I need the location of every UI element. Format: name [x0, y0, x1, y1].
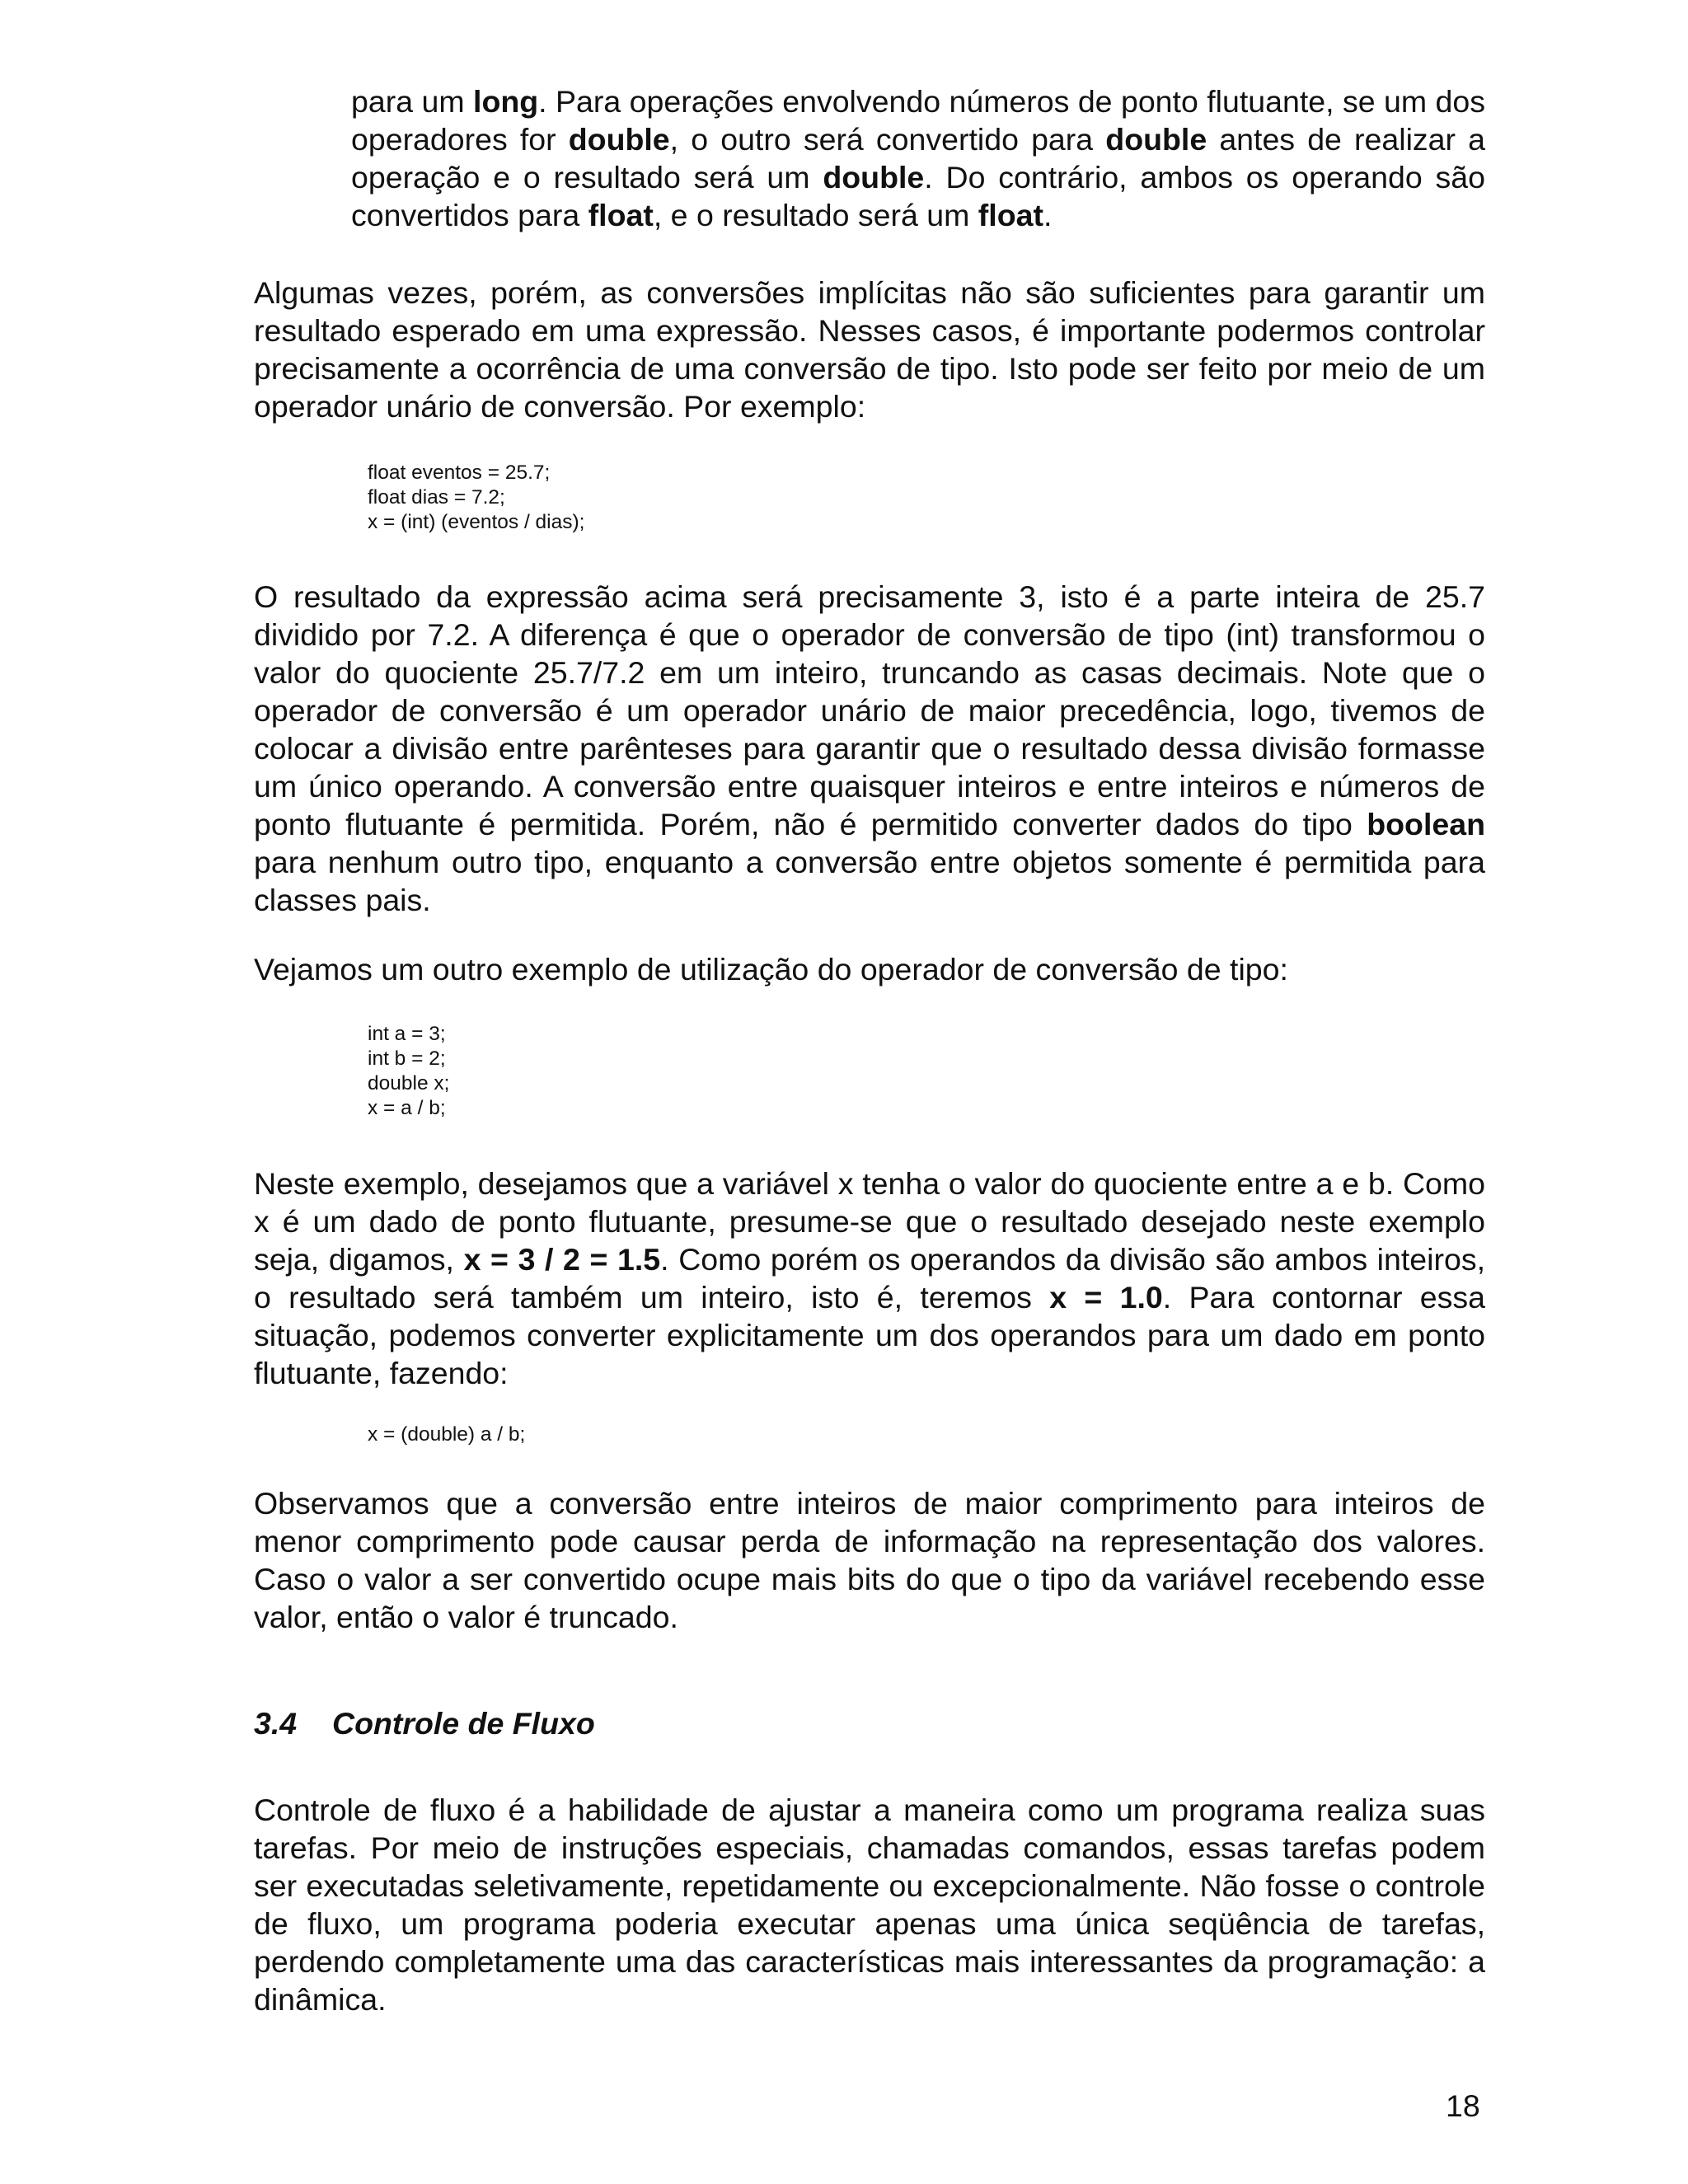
code-line: float dias = 7.2;	[368, 486, 505, 509]
paragraph-another-example: Vejamos um outro exemplo de utilização do operador de conversão de tipo:	[254, 952, 1288, 987]
paragraph-truncation-note: Observamos que a conversão entre inteiros de maior comprimento para inteiros de menor comprimento pode causar perda de informação na representação dos valores. Caso o valor a ser convertido ocupe mais bits do que o tipo da variável recebendo esse valor, então o valor é truncado.	[254, 1486, 1485, 1634]
bold-expression: x = 3 / 2 = 1.5	[463, 1242, 661, 1277]
keyword-float: float	[978, 198, 1043, 232]
code-block-integer-division	[368, 1022, 449, 1121]
paragraph-implicit-conversions: Algumas vezes, porém, as conversões implícitas não são suficientes para garantir um resultado esperado em uma expressão. Nesses casos, é importante podermos controlar precisamente a ocorrência de uma conversão de tipo. Isto pode ser feito por meio de um operador unário de conversão. Por exemplo:	[254, 275, 1485, 424]
text-run: . Para operações envolvendo números de ponto flutuante, se um dos operadores for	[351, 84, 1485, 157]
paragraph-example-analysis	[254, 1165, 1485, 1392]
code-block-double-cast	[368, 1422, 525, 1447]
text-run: O resultado da expressão acima será precisamente 3, isto é a parte inteira de 25.7 dividido por 7.2. A diferença é que o operador de conversão de tipo (int) transformou o valor do quociente 25.7/7.2 em um inteiro, truncando as casas decimais. Note que o operador de conversão é um operador unário de maior precedência, logo, tivemos de colocar a divisão entre parênteses para garantir que o resultado dessa divisão formasse um único operando. A conversão entre quaisquer inteiros e entre inteiros e números de ponto flutuante é permitida. Porém, não é permitido converter dados do tipo	[254, 579, 1485, 841]
text-run: . Para contornar essa situação, podemos converter explicitamente um dos operandos para um dado em ponto flutuante, fazendo:	[254, 1280, 1485, 1390]
code-block-int-cast	[368, 461, 584, 535]
text-run: .	[1043, 198, 1053, 232]
keyword-float: float	[588, 198, 654, 232]
keyword-double: double	[823, 160, 925, 194]
code-line: double x;	[368, 1072, 450, 1094]
paragraph-type-promotion	[351, 82, 1485, 234]
paragraph-flow-control: Controle de fluxo é a habilidade de ajustar a maneira como um programa realiza suas tarefas. Por meio de instruções especiais, chamadas comandos, essas tarefas podem ser executadas seletivamente, repetidamente ou excepcionalmente. Não fosse o controle de fluxo, um programa poderia executar apenas uma única seqüência de tarefas, perdendo completamente uma das características mais interessantes da programação: a dinâmica.	[254, 1793, 1485, 2017]
code-line: int a = 3;	[368, 1023, 446, 1045]
text-run: antes de realizar a operação e o resultado será um	[351, 122, 1486, 194]
section-number: 3.4	[254, 1706, 298, 1741]
text-run: para um	[351, 84, 474, 119]
code-line: x = a / b;	[368, 1097, 446, 1119]
text-run: Neste exemplo, desejamos que a variável x tenha o valor do quociente entre a e b. Como x é um dado de ponto flutuante, presume-se que o resultado desejado neste exemplo seja, digamos,	[254, 1166, 1485, 1277]
code-line: float eventos = 25.7;	[368, 462, 551, 484]
bold-expression: x = 1.0	[1049, 1280, 1163, 1315]
code-line: int b = 2;	[368, 1047, 446, 1070]
page-number: 18	[1446, 2088, 1480, 2123]
section-heading	[254, 1704, 595, 1742]
text-run: , o outro será convertido para	[669, 122, 1106, 157]
paragraph-cast-explanation	[254, 578, 1485, 919]
keyword-long: long	[473, 84, 539, 119]
keyword-double: double	[568, 122, 670, 157]
text-run: para nenhum outro tipo, enquanto a conversão entre objetos somente é permitida para classes pais.	[254, 845, 1485, 917]
text-run: . Do contrário, ambos os operando são convertidos para	[351, 160, 1485, 232]
code-line: x = (int) (eventos / dias);	[368, 511, 585, 533]
keyword-boolean: boolean	[1367, 807, 1485, 841]
keyword-double: double	[1105, 122, 1207, 157]
code-line: x = (double) a / b;	[368, 1423, 526, 1446]
section-title: Controle de Fluxo	[332, 1706, 595, 1741]
text-run: , e o resultado será um	[653, 198, 978, 232]
text-run: . Como porém os operandos da divisão são ambos inteiros, o resultado será também um inteiro, isto é, teremos	[254, 1242, 1485, 1315]
